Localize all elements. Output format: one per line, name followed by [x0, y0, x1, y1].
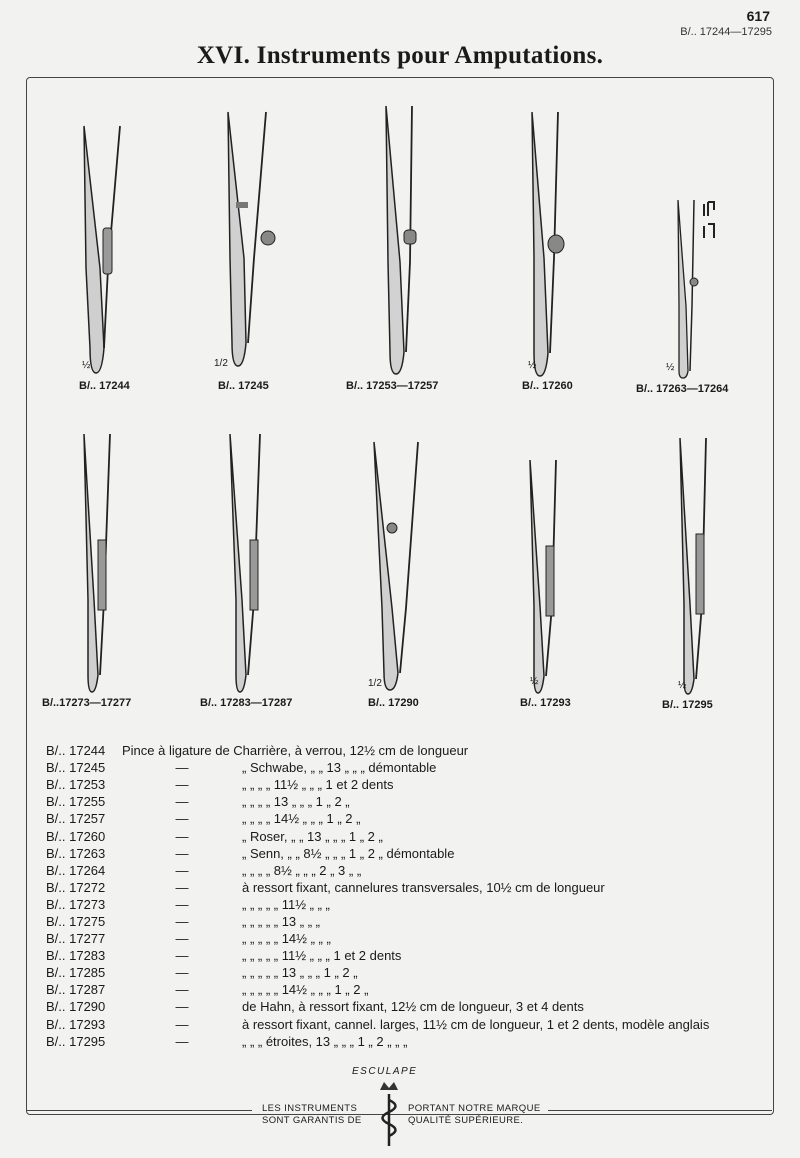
item-dash: — — [175, 965, 189, 981]
caption-17263-17264: B/.. 17263—17264 — [636, 383, 729, 395]
caption-17245: B/.. 17245 — [218, 380, 269, 392]
scale-17260: ½ — [528, 360, 537, 371]
caption-17283-17287: B/.. 17283—17287 — [200, 697, 293, 709]
item-ref: B/.. 17277 — [46, 931, 106, 947]
item-dash: — — [175, 811, 189, 827]
item-ref: B/.. 17275 — [46, 913, 106, 929]
item-description: „ „ „ „ „ 13 „ „ „ — [242, 913, 320, 929]
item-description: „ Roser, „ „ 13 „ „ „ 1 „ 2 „ — [242, 828, 383, 844]
table-row — [46, 862, 709, 879]
item-dash: — — [175, 982, 189, 998]
scale-17293: ½ — [530, 676, 539, 687]
item-ref: B/.. 17295 — [46, 1033, 106, 1049]
footer-left-line2: SONT GARANTIS DE — [262, 1115, 362, 1126]
item-dash: — — [175, 999, 189, 1015]
forceps-17290-illustration — [370, 438, 424, 693]
table-row — [46, 930, 709, 947]
table-row — [46, 947, 709, 964]
item-dash: — — [175, 1033, 189, 1049]
item-ref: B/.. 17290 — [46, 999, 106, 1015]
footer-left-line1: LES INSTRUMENTS — [262, 1103, 358, 1114]
item-description: „ „ „ „ 8½ „ „ „ 2 „ 3 „ „ — [242, 862, 362, 878]
forceps-17295-illustration — [676, 434, 716, 696]
footer-trademark — [0, 1060, 800, 1150]
page-title: XVI. Instruments pour Amputations. — [196, 42, 604, 69]
footer-right-line2: QUALITÉ SUPÉRIEURE. — [408, 1115, 524, 1126]
item-dash: — — [175, 948, 189, 964]
item-dash: — — [175, 845, 189, 861]
footer-rule-right — [548, 1110, 772, 1111]
table-row — [46, 998, 709, 1015]
page-range: B/.. 17244—17295 — [680, 26, 772, 38]
table-row — [46, 1016, 709, 1033]
table-row — [46, 1033, 709, 1050]
table-row — [46, 879, 709, 896]
item-ref: B/.. 17255 — [46, 794, 106, 810]
item-dash: — — [175, 777, 189, 793]
item-description: „ „ „ „ „ 11½ „ „ „ 1 et 2 dents — [242, 948, 402, 964]
item-ref: B/.. 17244 — [46, 743, 106, 759]
caption-17244: B/.. 17244 — [79, 380, 130, 392]
forceps-17244-illustration — [72, 118, 132, 378]
scale-17263: ½ — [666, 362, 675, 373]
item-description: Pince à ligature de Charrière, à verrou, 12½ cm de longueur — [122, 743, 469, 759]
scale-17245: 1/2 — [214, 358, 228, 369]
item-description: à ressort fixant, cannelures transversales, 10½ cm de longueur — [242, 879, 605, 895]
item-dash: — — [175, 760, 189, 776]
item-description: „ „ „ étroites, 13 „ „ „ 1 „ 2 „ „ „ — [242, 1033, 408, 1049]
caption-17273-17277: B/..17273—17277 — [42, 697, 132, 709]
table-row — [46, 981, 709, 998]
item-description: „ Schwabe, „ „ 13 „ „ „ démontable — [242, 760, 437, 776]
item-description: „ „ „ „ 13 „ „ „ 1 „ 2 „ — [242, 794, 350, 810]
item-dash: — — [175, 828, 189, 844]
item-dash: — — [175, 931, 189, 947]
item-description: de Hahn, à ressort fixant, 12½ cm de longueur, 3 et 4 dents — [242, 999, 584, 1015]
forceps-17253-illustration — [380, 102, 430, 377]
item-ref: B/.. 17253 — [46, 777, 106, 793]
table-row — [46, 793, 709, 810]
item-description: „ „ „ „ „ 14½ „ „ „ 1 „ 2 „ — [242, 982, 369, 998]
caption-17293: B/.. 17293 — [520, 697, 571, 709]
forceps-17293-illustration — [526, 456, 568, 696]
brand-name: ESCULAPE — [352, 1066, 418, 1077]
forceps-17283-illustration — [226, 430, 272, 695]
item-ref: B/.. 17260 — [46, 828, 106, 844]
item-dash: — — [175, 794, 189, 810]
item-description: „ „ „ „ 11½ „ „ „ 1 et 2 dents — [242, 777, 394, 793]
item-description: „ „ „ „ „ 13 „ „ „ 1 „ 2 „ — [242, 965, 358, 981]
scale-17290: 1/2 — [368, 678, 382, 689]
footer-rule-left — [27, 1110, 252, 1111]
table-row — [46, 913, 709, 930]
scale-17244: ½ — [82, 360, 91, 371]
item-dash: — — [175, 1016, 189, 1032]
caption-17290: B/.. 17290 — [368, 697, 419, 709]
table-row — [46, 845, 709, 862]
table-row — [46, 896, 709, 913]
item-description: à ressort fixant, cannel. larges, 11½ cm de longueur, 1 et 2 dents, modèle anglais — [242, 1016, 710, 1032]
item-dash: — — [175, 896, 189, 912]
forceps-17245-illustration — [218, 108, 282, 368]
footer-right-line1: PORTANT NOTRE MARQUE — [408, 1103, 541, 1114]
table-row — [46, 810, 709, 827]
scale-17295: ½ — [678, 680, 687, 691]
item-ref: B/.. 17273 — [46, 896, 106, 912]
table-row — [46, 827, 709, 844]
item-description: „ „ „ „ „ 14½ „ „ „ — [242, 931, 331, 947]
item-ref: B/.. 17285 — [46, 965, 106, 981]
caption-17295: B/.. 17295 — [662, 699, 713, 711]
page-number: 617 — [746, 8, 770, 24]
forceps-17263-illustration — [672, 196, 722, 381]
item-description: „ Senn, „ „ 8½ „ „ „ 1 „ 2 „ démontable — [242, 845, 455, 861]
catalog-table — [46, 742, 709, 1050]
item-ref: B/.. 17264 — [46, 862, 106, 878]
table-row — [46, 776, 709, 793]
table-row — [46, 964, 709, 981]
footer-text-right — [408, 1103, 541, 1127]
item-dash: — — [175, 862, 189, 878]
item-dash: — — [175, 879, 189, 895]
forceps-17273-illustration — [80, 430, 120, 695]
table-row — [46, 742, 709, 759]
caduceus-icon — [374, 1080, 404, 1155]
table-row — [46, 759, 709, 776]
item-ref: B/.. 17283 — [46, 948, 106, 964]
item-ref: B/.. 17263 — [46, 845, 106, 861]
forceps-17260-illustration — [524, 108, 574, 378]
item-ref: B/.. 17293 — [46, 1016, 106, 1032]
footer-text-left — [262, 1103, 362, 1127]
item-ref: B/.. 17245 — [46, 760, 106, 776]
caption-17253-17257: B/.. 17253—17257 — [346, 380, 439, 392]
item-ref: B/.. 17287 — [46, 982, 106, 998]
item-description: „ „ „ „ „ 11½ „ „ „ — [242, 896, 330, 912]
item-description: „ „ „ „ 14½ „ „ „ 1 „ 2 „ — [242, 811, 361, 827]
caption-17260: B/.. 17260 — [522, 380, 573, 392]
item-ref: B/.. 17272 — [46, 879, 106, 895]
item-dash: — — [175, 913, 189, 929]
item-ref: B/.. 17257 — [46, 811, 106, 827]
